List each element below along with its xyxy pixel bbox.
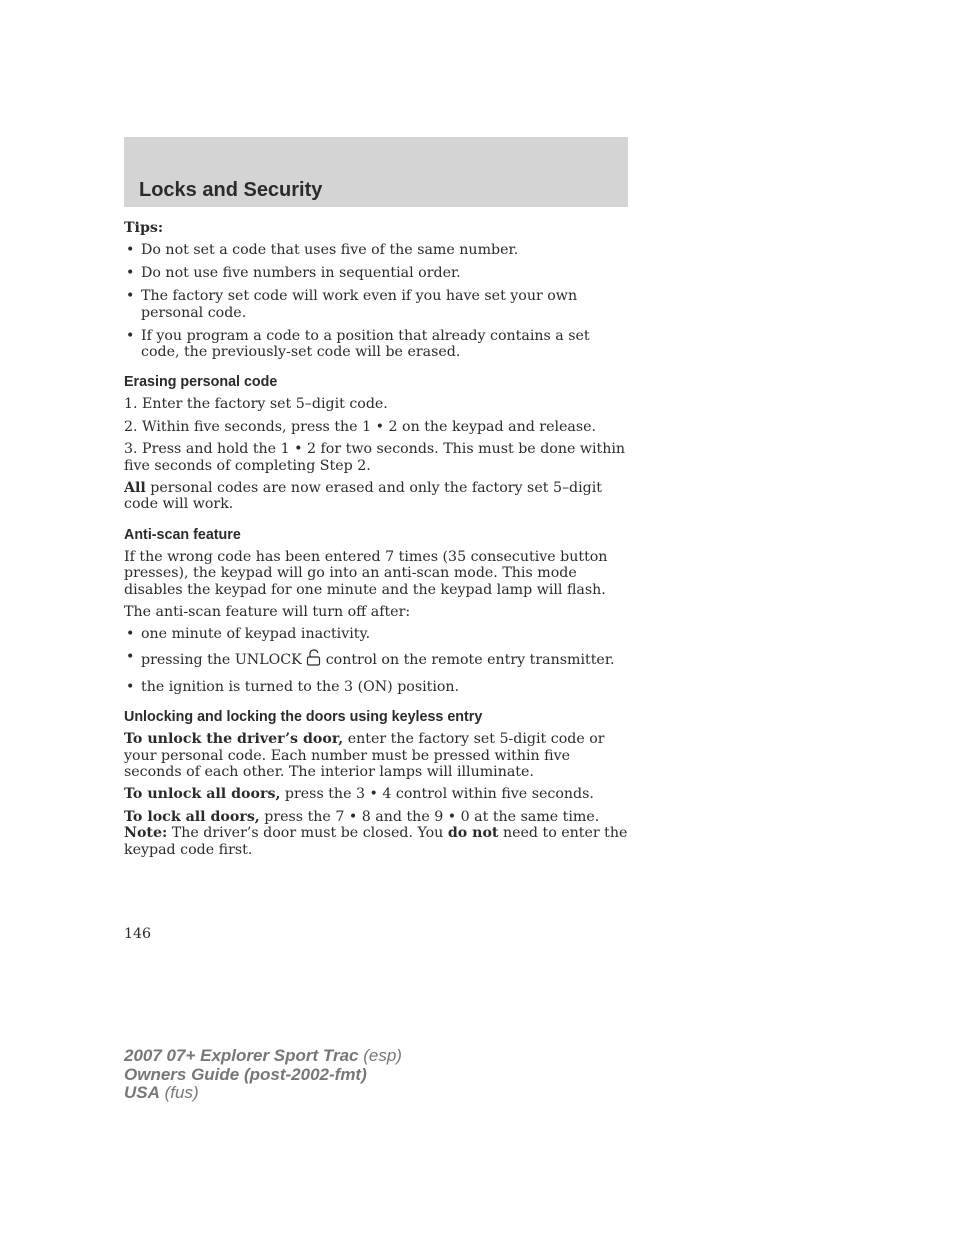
tips-list — [124, 242, 628, 360]
footer-line — [124, 1047, 402, 1066]
erasing-step: 2. Within five seconds, press the 1 • 2 on the keypad and release. — [124, 418, 597, 435]
tip-item: • Do not set a code that uses five of the same number. — [124, 242, 628, 258]
tip-item: • Do not use five numbers in sequential order. — [124, 265, 628, 281]
erasing-note-text: personal codes are now erased and only the factory set 5–digit code will work. — [124, 479, 602, 513]
keyless-all-text: press the 3 • 4 control within five seconds. — [280, 786, 594, 803]
section-header — [124, 137, 628, 207]
keyless-note — [124, 825, 628, 858]
keyless-driver — [124, 731, 628, 780]
tip-item: • If you program a code to a position that already contains a set code, the previously-set code will be erased. — [124, 328, 628, 361]
erasing-note-bold: All — [124, 479, 146, 496]
antiscan-item — [124, 649, 628, 670]
unlock-icon — [306, 649, 322, 670]
antiscan-item: • the ignition is turned to the 3 (ON) position. — [124, 679, 628, 695]
keyless-note-text: The driver’s door must be closed. You — [167, 825, 448, 842]
antiscan-item: • one minute of keypad inactivity. — [124, 626, 628, 642]
footer-model: 2007 07+ Explorer Sport Trac — [124, 1046, 359, 1065]
keyless-heading: Unlocking and locking the doors using keyless entry — [124, 709, 483, 726]
tips-label: Tips: — [124, 220, 164, 236]
keyless-note-bold2: do not — [447, 825, 499, 842]
footer-guide: Owners Guide (post-2002-fmt) — [124, 1064, 367, 1084]
keyless-lock — [124, 809, 628, 825]
keyless-all-bold: To unlock all doors, — [124, 786, 281, 803]
antiscan-intro: If the wrong code has been entered 7 times (35 consecutive button presses), the keypad will go into an anti-scan mode. This mode disables the keypad for one minute and the keypad lamp will flash. — [124, 548, 608, 598]
erasing-heading: Erasing personal code — [124, 374, 278, 391]
footer — [124, 1047, 402, 1103]
erasing-step: 3. Press and hold the 1 • 2 for two seconds. This must be done within five seconds of completing Step 2. — [124, 441, 626, 474]
antiscan-list — [124, 626, 628, 695]
keyless-note-bold: Note: — [124, 825, 168, 842]
page-number: 146 — [124, 926, 152, 942]
erasing-step: 1. Enter the factory set 5–digit code. — [124, 396, 388, 413]
footer-market: USA — [124, 1083, 160, 1102]
footer-line — [124, 1066, 402, 1085]
antiscan-item-text: pressing the UNLOCK — [141, 652, 302, 669]
keyless-driver-text: enter the factory set 5-digit code or your personal code. Each number must be pressed within five seconds of each other. The interior lamps will illuminate. — [124, 731, 605, 780]
keyless-note-text2: need to enter the keypad code first. — [124, 825, 628, 858]
section-title: Locks and Security — [139, 179, 323, 201]
keyless-all — [124, 786, 628, 802]
footer-line — [124, 1084, 402, 1103]
tip-item: • The factory set code will work even if you have set your own personal code. — [124, 288, 628, 321]
footer-market-code: (fus) — [159, 1083, 199, 1102]
antiscan-heading: Anti-scan feature — [124, 526, 241, 543]
page-content — [124, 220, 628, 864]
footer-model-code: (esp) — [358, 1046, 402, 1065]
antiscan-turnoff: The anti-scan feature will turn off after: — [124, 604, 411, 620]
keyless-driver-bold: To unlock the driver’s door, — [124, 731, 344, 748]
erasing-note — [124, 480, 628, 513]
keyless-lock-text: press the 7 • 8 and the 9 • 0 at the same time. — [259, 808, 600, 825]
keyless-lock-bold: To lock all doors, — [124, 808, 260, 825]
antiscan-item-text: control on the remote entry transmitter. — [325, 652, 615, 669]
